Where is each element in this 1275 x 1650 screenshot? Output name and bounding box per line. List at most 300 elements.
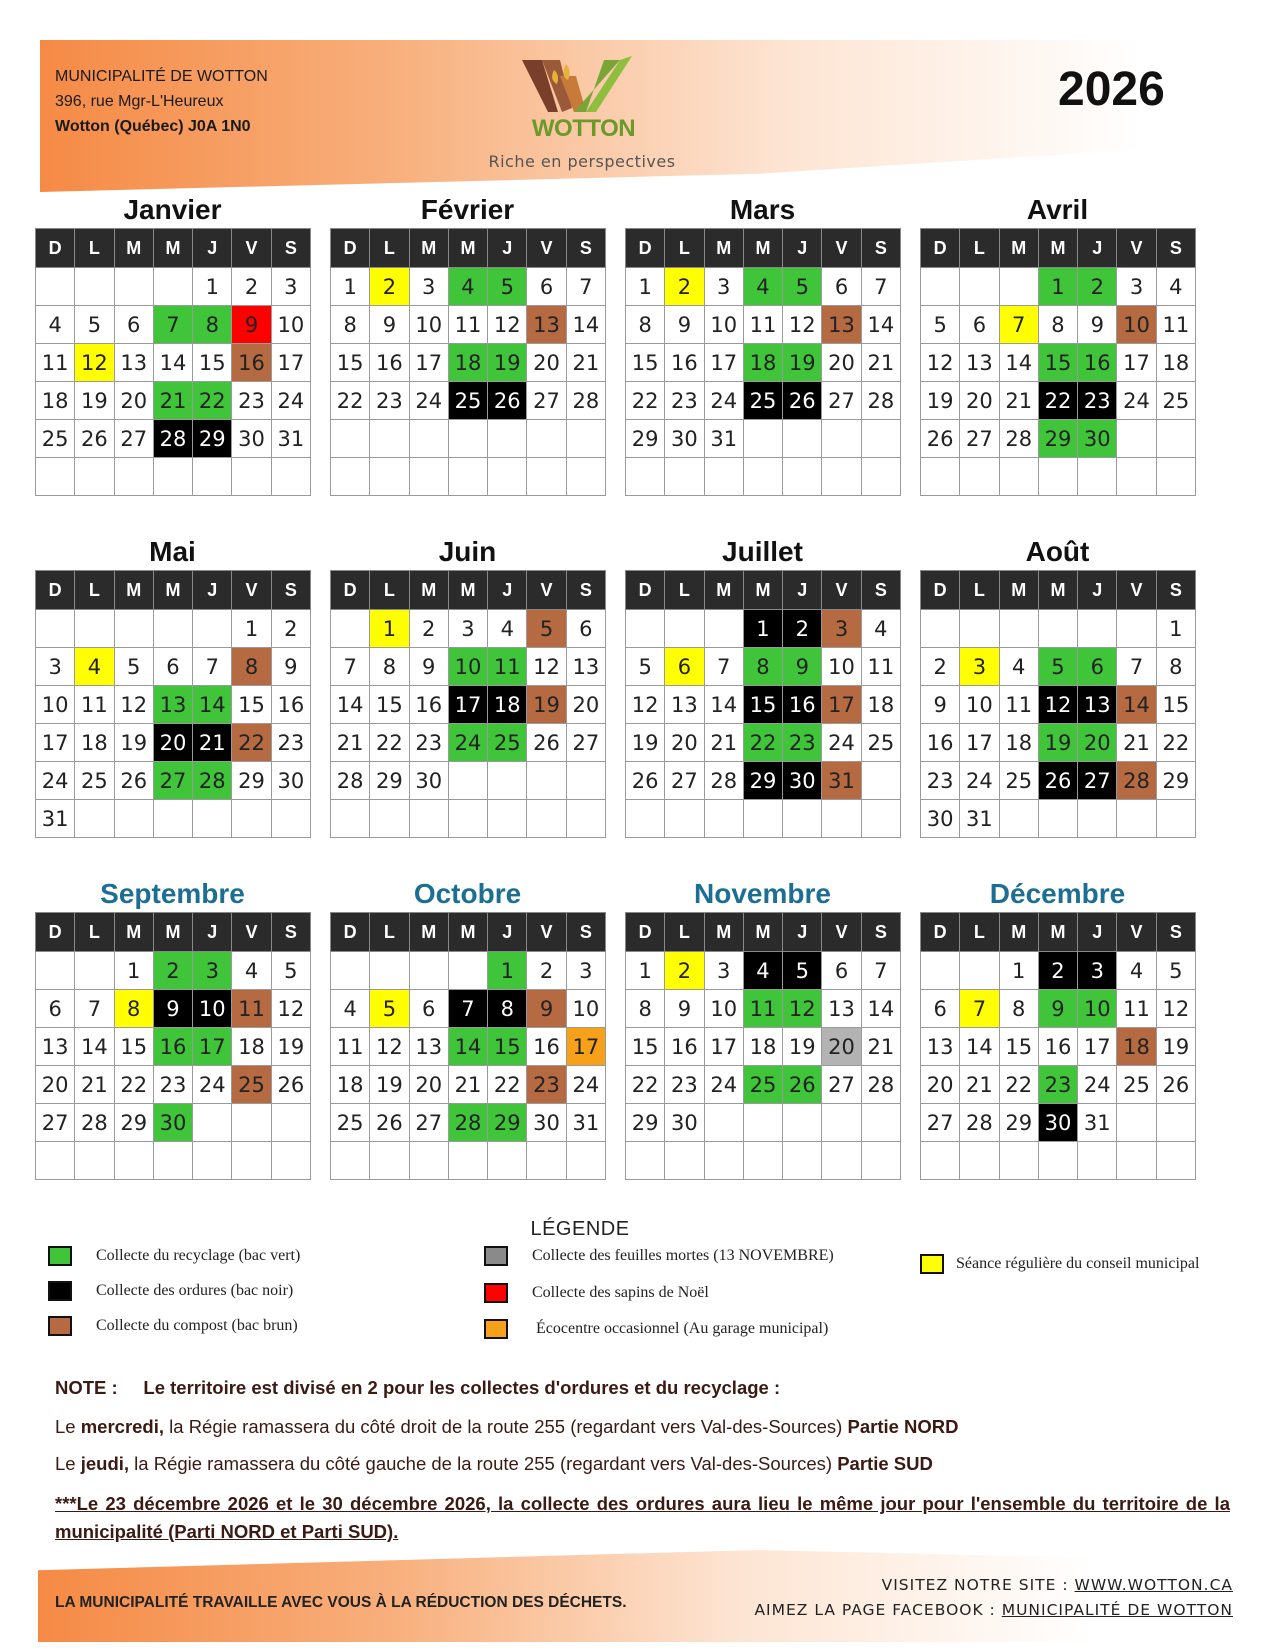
empty-cell xyxy=(370,952,409,990)
day-cell: 30 xyxy=(232,420,271,458)
day-cell: 6 xyxy=(1078,648,1117,686)
weekday-header: M xyxy=(704,571,743,610)
empty-cell xyxy=(1156,1142,1195,1180)
day-cell: 28 xyxy=(448,1104,487,1142)
day-cell: 6 xyxy=(36,990,75,1028)
day-cell: 29 xyxy=(1156,762,1195,800)
day-cell: 22 xyxy=(114,1066,153,1104)
empty-cell xyxy=(232,1142,271,1180)
empty-cell xyxy=(114,458,153,496)
website-link[interactable]: WWW.WOTTON.CA xyxy=(1074,1576,1233,1594)
month-title: Avril xyxy=(1026,194,1089,225)
empty-cell xyxy=(488,800,527,838)
day-cell: 14 xyxy=(566,306,605,344)
empty-cell xyxy=(665,458,704,496)
day-cell: 22 xyxy=(232,724,271,762)
day-cell: 27 xyxy=(566,724,605,762)
day-cell: 11 xyxy=(861,648,900,686)
empty-cell xyxy=(1078,458,1117,496)
day-cell: 22 xyxy=(331,382,370,420)
weekday-header: S xyxy=(1156,571,1195,610)
empty-cell xyxy=(1117,610,1156,648)
day-cell: 14 xyxy=(331,686,370,724)
empty-cell xyxy=(153,458,192,496)
month-4 xyxy=(920,192,1195,496)
day-cell: 11 xyxy=(743,990,782,1028)
day-cell: 28 xyxy=(704,762,743,800)
day-cell: 5 xyxy=(527,610,566,648)
month-grid xyxy=(330,228,606,496)
day-cell: 7 xyxy=(153,306,192,344)
day-cell: 20 xyxy=(409,1066,448,1104)
empty-cell xyxy=(527,1142,566,1180)
logo-wordmark: WOTTON xyxy=(531,115,636,142)
day-cell: 3 xyxy=(193,952,232,990)
day-cell: 27 xyxy=(822,382,861,420)
weekday-header: S xyxy=(861,229,900,268)
empty-cell xyxy=(743,800,782,838)
empty-cell xyxy=(999,800,1038,838)
day-cell: 15 xyxy=(1156,686,1195,724)
month-title: Juin xyxy=(438,536,497,567)
day-cell: 19 xyxy=(527,686,566,724)
weekday-header: V xyxy=(232,913,271,952)
day-cell: 25 xyxy=(331,1104,370,1142)
day-cell: 9 xyxy=(1038,990,1077,1028)
day-cell: 7 xyxy=(331,648,370,686)
month-grid xyxy=(625,912,901,1180)
empty-cell xyxy=(488,458,527,496)
day-cell: 18 xyxy=(488,686,527,724)
month-12 xyxy=(920,876,1195,1180)
empty-cell xyxy=(75,800,114,838)
empty-cell xyxy=(783,420,822,458)
empty-cell xyxy=(271,458,310,496)
day-cell: 11 xyxy=(75,686,114,724)
city-line: Wotton (Québec) J0A 1N0 xyxy=(55,118,251,135)
day-cell: 19 xyxy=(114,724,153,762)
legend-label: Collecte des ordures (bac noir) xyxy=(96,1282,294,1299)
day-cell: 8 xyxy=(626,990,665,1028)
empty-cell xyxy=(370,420,409,458)
day-cell: 3 xyxy=(704,268,743,306)
month-7 xyxy=(625,534,900,838)
day-cell: 1 xyxy=(999,952,1038,990)
day-cell: 11 xyxy=(488,648,527,686)
empty-cell xyxy=(370,1142,409,1180)
day-cell: 10 xyxy=(409,306,448,344)
day-cell: 18 xyxy=(75,724,114,762)
day-cell: 14 xyxy=(193,686,232,724)
month-title: Mai xyxy=(149,536,196,567)
day-cell: 8 xyxy=(331,306,370,344)
day-cell: 3 xyxy=(704,952,743,990)
empty-cell xyxy=(626,1142,665,1180)
day-cell: 2 xyxy=(409,610,448,648)
day-cell: 14 xyxy=(704,686,743,724)
day-cell: 6 xyxy=(822,952,861,990)
empty-cell xyxy=(1078,610,1117,648)
weekday-header: S xyxy=(861,913,900,952)
day-cell: 4 xyxy=(743,952,782,990)
day-cell: 13 xyxy=(822,306,861,344)
day-cell: 2 xyxy=(527,952,566,990)
empty-cell xyxy=(114,268,153,306)
empty-cell xyxy=(1117,1142,1156,1180)
day-cell: 30 xyxy=(783,762,822,800)
day-cell: 20 xyxy=(114,382,153,420)
weekday-header: V xyxy=(527,229,566,268)
weekday-header: L xyxy=(665,229,704,268)
empty-cell xyxy=(36,1142,75,1180)
weekday-header: J xyxy=(1078,571,1117,610)
weekday-header: M xyxy=(1038,913,1077,952)
day-cell: 19 xyxy=(783,1028,822,1066)
weekday-header: S xyxy=(271,571,310,610)
month-title: Octobre xyxy=(413,878,522,909)
day-cell: 20 xyxy=(566,686,605,724)
empty-cell xyxy=(960,458,999,496)
empty-cell xyxy=(861,1142,900,1180)
day-cell: 21 xyxy=(193,724,232,762)
day-cell: 24 xyxy=(704,1066,743,1104)
weekday-header: M xyxy=(409,229,448,268)
empty-cell xyxy=(783,800,822,838)
legend-item-compost xyxy=(48,1316,298,1336)
compost-swatch xyxy=(48,1316,72,1336)
empty-cell xyxy=(193,1142,232,1180)
day-cell: 11 xyxy=(1117,990,1156,1028)
day-cell: 22 xyxy=(626,382,665,420)
legend-label: Collecte du compost (bac brun) xyxy=(96,1317,298,1334)
day-cell: 31 xyxy=(1078,1104,1117,1142)
note-text: Le xyxy=(55,1416,81,1437)
day-cell: 1 xyxy=(1156,610,1195,648)
empty-cell xyxy=(822,800,861,838)
facebook-link[interactable]: MUNICIPALITÉ DE WOTTON xyxy=(1001,1601,1233,1619)
day-cell: 16 xyxy=(783,686,822,724)
day-cell: 3 xyxy=(822,610,861,648)
weekday-header: J xyxy=(488,229,527,268)
weekday-header: M xyxy=(448,229,487,268)
day-cell: 18 xyxy=(861,686,900,724)
month-grid xyxy=(920,228,1196,496)
day-cell: 26 xyxy=(527,724,566,762)
day-cell: 18 xyxy=(36,382,75,420)
empty-cell xyxy=(153,610,192,648)
empty-cell xyxy=(448,800,487,838)
empty-cell xyxy=(193,800,232,838)
day-cell: 17 xyxy=(960,724,999,762)
day-cell: 9 xyxy=(527,990,566,1028)
day-cell: 29 xyxy=(488,1104,527,1142)
footer-slogan: LA MUNICIPALITÉ TRAVAILLE AVEC VOUS À LA RÉDUCTION DES DÉCHETS. xyxy=(55,1594,627,1611)
empty-cell xyxy=(75,268,114,306)
day-cell: 4 xyxy=(861,610,900,648)
day-cell: 16 xyxy=(527,1028,566,1066)
address-line: 396, rue Mgr-L'Heureux xyxy=(55,93,224,110)
day-cell: 18 xyxy=(743,1028,782,1066)
month-grid xyxy=(35,228,311,496)
note-label: NOTE : xyxy=(55,1377,118,1398)
day-cell: 17 xyxy=(704,344,743,382)
empty-cell xyxy=(822,1104,861,1142)
empty-cell xyxy=(1156,420,1195,458)
day-cell: 10 xyxy=(448,648,487,686)
note-day: mercredi, xyxy=(80,1416,165,1437)
empty-cell xyxy=(153,268,192,306)
empty-cell xyxy=(1038,1142,1077,1180)
day-cell: 8 xyxy=(1156,648,1195,686)
day-cell: 25 xyxy=(1117,1066,1156,1104)
month-grid xyxy=(35,570,311,838)
empty-cell xyxy=(527,420,566,458)
day-cell: 10 xyxy=(704,306,743,344)
day-cell: 2 xyxy=(783,610,822,648)
day-cell: 1 xyxy=(626,952,665,990)
empty-cell xyxy=(704,1104,743,1142)
weekday-header: V xyxy=(527,571,566,610)
empty-cell xyxy=(665,610,704,648)
empty-cell xyxy=(999,458,1038,496)
day-cell: 26 xyxy=(488,382,527,420)
day-cell: 24 xyxy=(1117,382,1156,420)
day-cell: 17 xyxy=(566,1028,605,1066)
empty-cell xyxy=(822,420,861,458)
empty-cell xyxy=(193,1104,232,1142)
day-cell: 14 xyxy=(153,344,192,382)
day-cell: 2 xyxy=(271,610,310,648)
day-cell: 18 xyxy=(743,344,782,382)
day-cell: 6 xyxy=(409,990,448,1028)
empty-cell xyxy=(626,800,665,838)
day-cell: 17 xyxy=(1117,344,1156,382)
day-cell: 9 xyxy=(921,686,960,724)
day-cell: 24 xyxy=(448,724,487,762)
day-cell: 25 xyxy=(999,762,1038,800)
empty-cell xyxy=(921,268,960,306)
empty-cell xyxy=(704,610,743,648)
day-cell: 27 xyxy=(822,1066,861,1104)
empty-cell xyxy=(960,610,999,648)
empty-cell xyxy=(1117,800,1156,838)
day-cell: 12 xyxy=(921,344,960,382)
day-cell: 13 xyxy=(921,1028,960,1066)
day-cell: 9 xyxy=(783,648,822,686)
empty-cell xyxy=(193,610,232,648)
day-cell: 13 xyxy=(665,686,704,724)
legend-item-ecocentre xyxy=(484,1319,828,1339)
day-cell: 10 xyxy=(566,990,605,1028)
weekday-header: L xyxy=(75,229,114,268)
day-cell: 23 xyxy=(153,1066,192,1104)
day-cell: 16 xyxy=(1078,344,1117,382)
legend-label: Séance régulière du conseil municipal xyxy=(956,1255,1200,1272)
day-cell: 9 xyxy=(665,306,704,344)
empty-cell xyxy=(271,1142,310,1180)
empty-cell xyxy=(665,1142,704,1180)
weekday-header: S xyxy=(566,229,605,268)
legend-item-sapins xyxy=(484,1283,709,1303)
weekday-header: M xyxy=(409,913,448,952)
month-grid xyxy=(625,570,901,838)
day-cell: 14 xyxy=(861,306,900,344)
weekday-header: V xyxy=(822,913,861,952)
month-grid xyxy=(920,912,1196,1180)
day-cell: 29 xyxy=(626,1104,665,1142)
empty-cell xyxy=(861,800,900,838)
weekday-header: V xyxy=(232,229,271,268)
day-cell: 9 xyxy=(665,990,704,1028)
empty-cell xyxy=(566,458,605,496)
day-cell: 11 xyxy=(36,344,75,382)
day-cell: 29 xyxy=(999,1104,1038,1142)
day-cell: 5 xyxy=(783,952,822,990)
day-cell: 5 xyxy=(75,306,114,344)
day-cell: 26 xyxy=(1156,1066,1195,1104)
weekday-header: D xyxy=(331,913,370,952)
weekday-header: V xyxy=(1117,571,1156,610)
day-cell: 8 xyxy=(232,648,271,686)
month-grid xyxy=(330,570,606,838)
weekday-header: V xyxy=(527,913,566,952)
day-cell: 8 xyxy=(370,648,409,686)
day-cell: 9 xyxy=(153,990,192,1028)
empty-cell xyxy=(232,1104,271,1142)
empty-cell xyxy=(488,420,527,458)
legend-label: Collecte des feuilles mortes (13 NOVEMBRE) xyxy=(532,1247,834,1264)
empty-cell xyxy=(960,952,999,990)
day-cell: 13 xyxy=(409,1028,448,1066)
weekday-header: M xyxy=(704,913,743,952)
day-cell: 27 xyxy=(527,382,566,420)
month-9 xyxy=(35,876,310,1180)
empty-cell xyxy=(566,762,605,800)
empty-cell xyxy=(861,420,900,458)
day-cell: 13 xyxy=(566,648,605,686)
empty-cell xyxy=(1117,458,1156,496)
day-cell: 21 xyxy=(153,382,192,420)
empty-cell xyxy=(999,1142,1038,1180)
day-cell: 4 xyxy=(448,268,487,306)
day-cell: 30 xyxy=(921,800,960,838)
weekday-header: S xyxy=(1156,229,1195,268)
empty-cell xyxy=(331,458,370,496)
day-cell: 28 xyxy=(75,1104,114,1142)
empty-cell xyxy=(370,800,409,838)
day-cell: 16 xyxy=(370,344,409,382)
weekday-header: S xyxy=(861,571,900,610)
day-cell: 3 xyxy=(566,952,605,990)
day-cell: 22 xyxy=(743,724,782,762)
address-block xyxy=(55,64,268,139)
empty-cell xyxy=(232,800,271,838)
day-cell: 10 xyxy=(1078,990,1117,1028)
day-cell: 21 xyxy=(999,382,1038,420)
day-cell: 12 xyxy=(75,344,114,382)
day-cell: 21 xyxy=(704,724,743,762)
day-cell: 20 xyxy=(153,724,192,762)
empty-cell xyxy=(448,420,487,458)
day-cell: 7 xyxy=(566,268,605,306)
empty-cell xyxy=(36,952,75,990)
day-cell: 31 xyxy=(822,762,861,800)
day-cell: 2 xyxy=(1038,952,1077,990)
note-text: la Régie ramassera du côté droit de la route 255 (regardant vers Val-des-Sources) xyxy=(164,1416,848,1437)
day-cell: 7 xyxy=(75,990,114,1028)
day-cell: 31 xyxy=(36,800,75,838)
day-cell: 6 xyxy=(566,610,605,648)
day-cell: 7 xyxy=(999,306,1038,344)
day-cell: 24 xyxy=(704,382,743,420)
empty-cell xyxy=(822,458,861,496)
day-cell: 26 xyxy=(271,1066,310,1104)
legend-item-recyclage xyxy=(48,1246,300,1266)
day-cell: 8 xyxy=(626,306,665,344)
day-cell: 20 xyxy=(36,1066,75,1104)
legend-item-ordures xyxy=(48,1281,293,1301)
day-cell: 24 xyxy=(566,1066,605,1104)
empty-cell xyxy=(783,1104,822,1142)
day-cell: 15 xyxy=(626,344,665,382)
empty-cell xyxy=(448,952,487,990)
day-cell: 15 xyxy=(488,1028,527,1066)
month-3 xyxy=(625,192,900,496)
conseil-swatch xyxy=(920,1254,944,1274)
weekday-header: M xyxy=(409,571,448,610)
site-label: VISITEZ NOTRE SITE : xyxy=(881,1576,1075,1594)
weekday-header: D xyxy=(626,229,665,268)
weekday-header: L xyxy=(960,913,999,952)
day-cell: 30 xyxy=(1038,1104,1077,1142)
day-cell: 1 xyxy=(193,268,232,306)
empty-cell xyxy=(626,458,665,496)
day-cell: 19 xyxy=(626,724,665,762)
day-cell: 1 xyxy=(488,952,527,990)
day-cell: 26 xyxy=(370,1104,409,1142)
weekday-header: L xyxy=(75,571,114,610)
day-cell: 22 xyxy=(488,1066,527,1104)
day-cell: 12 xyxy=(783,306,822,344)
weekday-header: J xyxy=(193,913,232,952)
note-line-sud xyxy=(55,1453,933,1475)
day-cell: 11 xyxy=(999,686,1038,724)
weekday-header: M xyxy=(153,913,192,952)
day-cell: 4 xyxy=(36,306,75,344)
empty-cell xyxy=(409,952,448,990)
day-cell: 25 xyxy=(743,1066,782,1104)
day-cell: 20 xyxy=(921,1066,960,1104)
weekday-header: M xyxy=(704,229,743,268)
day-cell: 4 xyxy=(999,648,1038,686)
day-cell: 21 xyxy=(960,1066,999,1104)
day-cell: 7 xyxy=(448,990,487,1028)
day-cell: 20 xyxy=(960,382,999,420)
day-cell: 7 xyxy=(861,952,900,990)
empty-cell xyxy=(960,268,999,306)
weekday-header: S xyxy=(271,229,310,268)
day-cell: 17 xyxy=(271,344,310,382)
day-cell: 15 xyxy=(626,1028,665,1066)
day-cell: 9 xyxy=(232,306,271,344)
weekday-header: V xyxy=(822,229,861,268)
weekday-header: J xyxy=(783,913,822,952)
day-cell: 6 xyxy=(527,268,566,306)
day-cell: 19 xyxy=(271,1028,310,1066)
day-cell: 18 xyxy=(448,344,487,382)
day-cell: 2 xyxy=(1078,268,1117,306)
empty-cell xyxy=(743,1104,782,1142)
